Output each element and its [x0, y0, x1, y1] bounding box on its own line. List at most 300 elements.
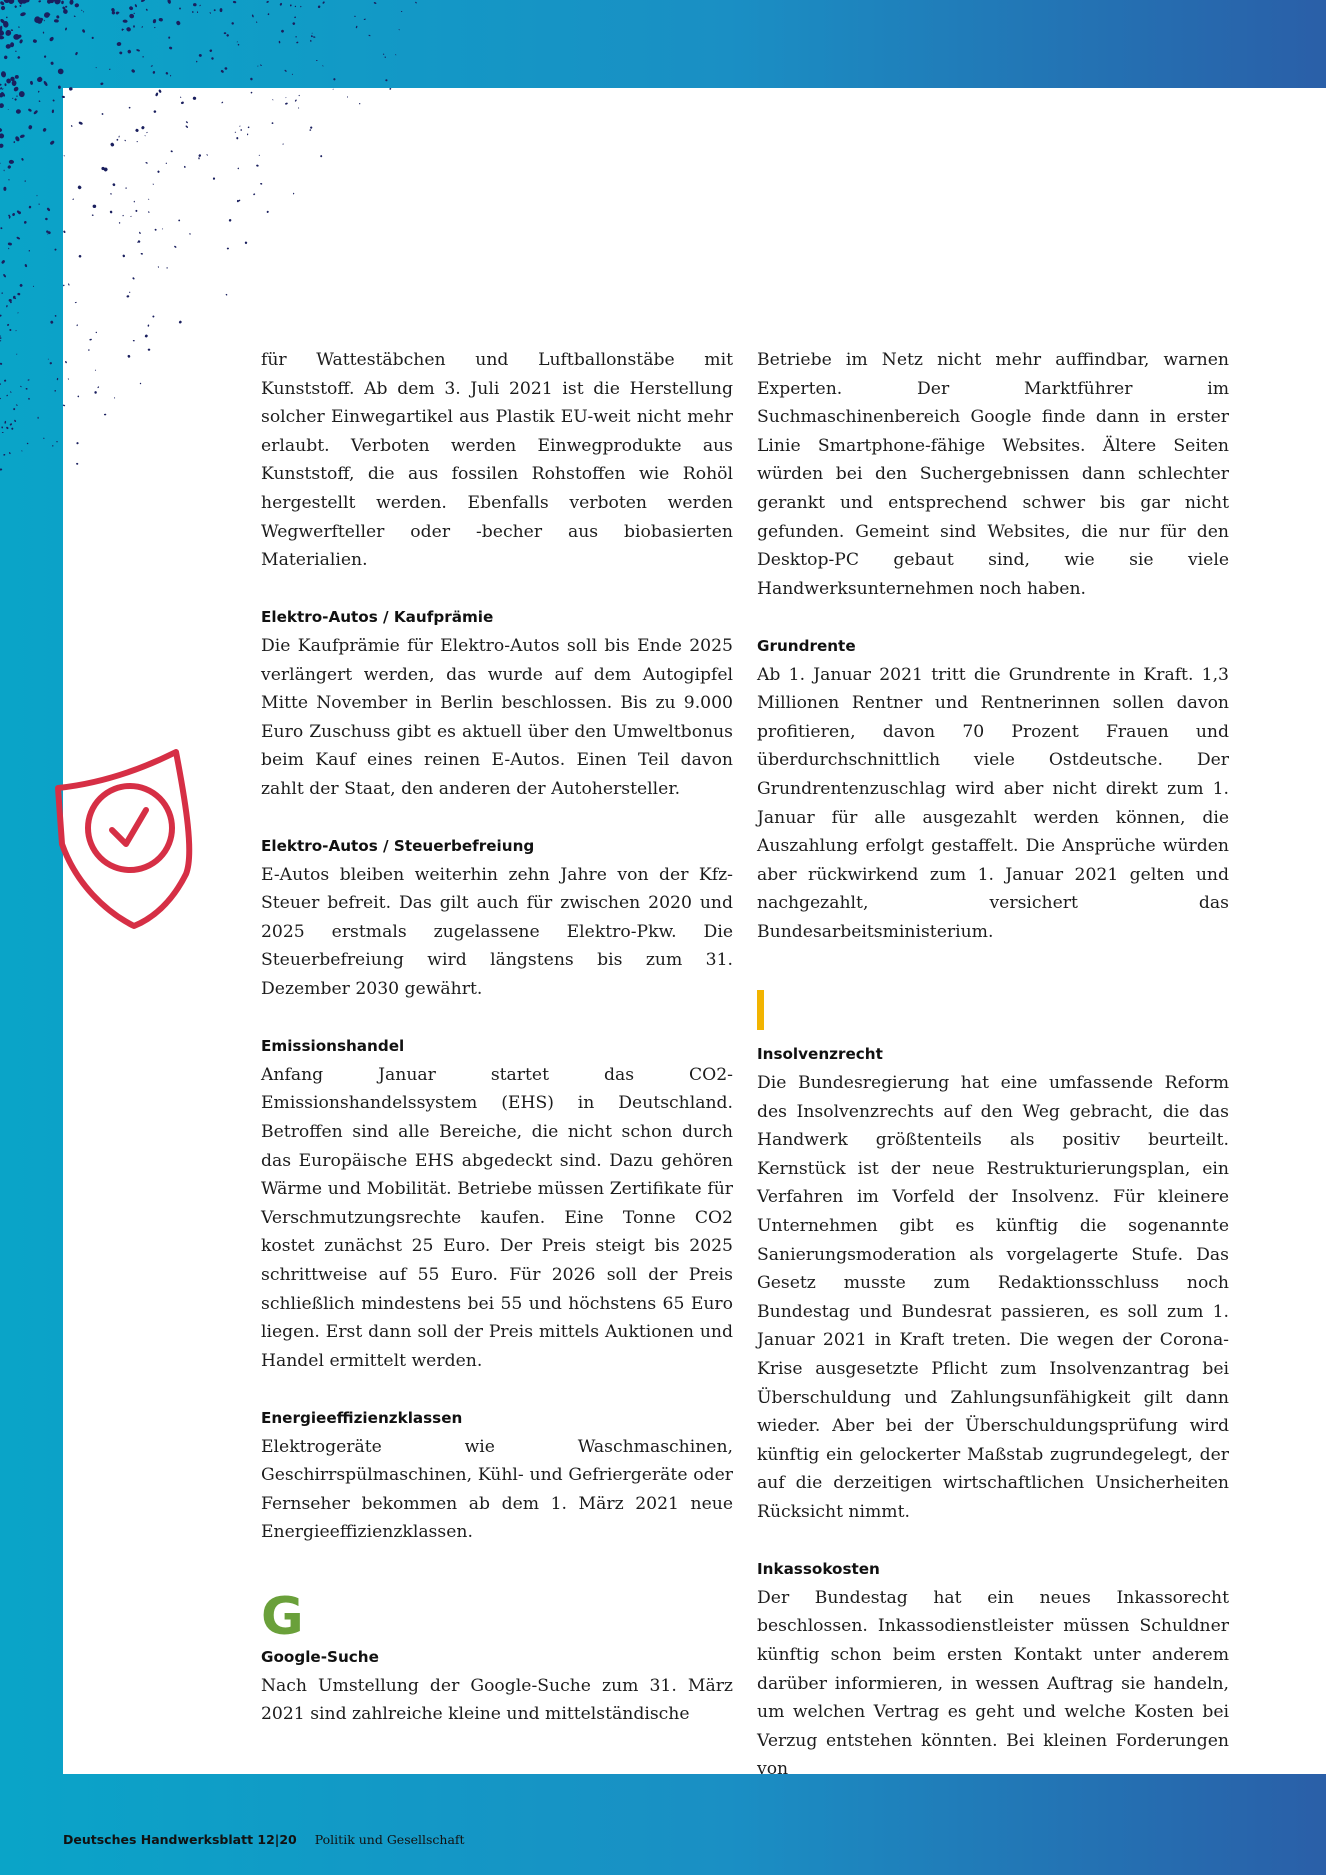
splatter-dot — [152, 315, 155, 318]
splatter-dot — [37, 195, 38, 196]
splatter-dot — [119, 222, 121, 224]
splatter-dot — [44, 55, 47, 58]
splatter-dot — [142, 56, 143, 58]
splatter-dot — [247, 126, 249, 128]
splatter-dot — [56, 441, 58, 442]
splatter-dot — [295, 99, 298, 102]
splatter-dot — [359, 103, 361, 105]
splatter-dot — [257, 65, 258, 66]
splatter-dot — [9, 329, 11, 331]
splatter-dot — [15, 51, 16, 52]
paragraph-insolvenzrecht: Die Bundesregierung hat eine umfassende Reform des Insolvenzrechts auf den Weg gebracht, die das Handwerk größtenteils als positiv beurteilt. Kernstück ist der neue Restrukturierungsplan, ein Verfahren im Vorfeld der Insolvenz. Für kleinere Unternehmen gibt es künftig die sogenannte Sanierungsmoderation als vorgelagerte Stufe. Das Gesetz musste zum Redaktionsschluss noch Bundestag und Bundesrat passieren, es soll zum 1. Januar 2021 in Kraft treten. Die wegen der Corona-Krise ausgesetzte Pflicht zum Insolvenzantrag bei Überschuldung und Zahlungsunfähigkeit gilt dann wieder. Aber bei der Überschuldungsprüfung wird künftig ein gelockerter Maßstab zugrundegelegt, der auf die derzeitigen wirtschaftlichen Unsicherheiten Rücksicht nimmt. — [757, 1073, 1229, 1522]
splatter-dot — [148, 199, 150, 200]
splatter-dot — [39, 203, 40, 205]
splatter-dot — [12, 98, 14, 99]
splatter-dot — [398, 29, 400, 30]
splatter-dot — [158, 266, 160, 268]
splatter-dot — [116, 41, 121, 46]
splatter-dot — [38, 91, 40, 93]
splatter-dot — [4, 421, 6, 424]
splatter-dot — [21, 158, 24, 161]
splatter-dot — [4, 55, 8, 59]
splatter-dot — [266, 210, 269, 213]
splatter-dot — [119, 51, 123, 55]
splatter-dot — [266, 1, 269, 4]
splatter-dot — [19, 134, 25, 139]
splatter-dot — [45, 218, 48, 221]
splatter-dot — [132, 277, 135, 280]
splatter-dot — [27, 379, 29, 381]
splatter-dot — [292, 22, 296, 26]
splatter-dot — [16, 236, 20, 240]
splatter-dot — [0, 314, 2, 317]
splatter-dot — [129, 107, 131, 109]
splatter-dot — [69, 87, 73, 91]
splatter-dot — [2, 432, 4, 433]
splatter-dot — [310, 126, 313, 129]
alphabet-letter-i — [757, 990, 764, 1030]
splatter-dot — [193, 96, 197, 100]
splatter-dot — [74, 15, 76, 17]
splatter-dot — [97, 386, 99, 388]
splatter-dot — [32, 39, 37, 44]
splatter-dot — [385, 79, 387, 81]
splatter-dot — [144, 135, 145, 136]
splatter-dot — [165, 72, 169, 75]
splatter-dot — [15, 75, 19, 79]
splatter-dot — [145, 8, 148, 11]
right-column — [757, 346, 1229, 1784]
splatter-dot — [14, 98, 17, 101]
splatter-dot — [244, 241, 247, 244]
heading-kaufpraemie: Elektro-Autos / Kaufprämie — [261, 608, 494, 627]
splatter-dot — [146, 132, 148, 134]
splatter-dot — [237, 41, 238, 42]
splatter-dot — [185, 125, 188, 128]
splatter-dot — [0, 337, 2, 339]
splatter-dot — [374, 2, 377, 5]
splatter-dot — [231, 22, 234, 25]
splatter-dot — [116, 139, 118, 141]
splatter-dot — [14, 419, 17, 422]
splatter-dot — [256, 164, 259, 166]
splatter-dot — [129, 292, 130, 293]
splatter-dot — [57, 378, 59, 381]
splatter-dot — [0, 128, 3, 133]
splatter-dot — [78, 121, 83, 125]
splatter-dot — [75, 52, 78, 56]
paragraph-kaufpraemie: Die Kaufprämie für Elektro-Autos soll bis Ende 2025 verlängert werden, das wurde auf dem Autogipfel Mitte November in Berlin beschlossen. Bis zu 9.000 Euro Zuschuss gibt es aktuell über den Umweltbonus beim Kauf eines reinen E-Autos. Einen Teil davon zahlt der Staat, den anderen der Autohersteller. — [261, 635, 733, 799]
heading-steuerbefreiung: Elektro-Autos / Steuerbefreiung — [261, 837, 535, 856]
splatter-dot — [148, 349, 151, 351]
left-column — [261, 346, 733, 1729]
splatter-dot — [76, 442, 78, 444]
splatter-dot — [180, 96, 181, 98]
splatter-dot — [0, 340, 1, 342]
splatter-dot — [28, 108, 32, 112]
splatter-dot — [122, 19, 127, 23]
splatter-dot — [179, 7, 182, 10]
splatter-dot — [56, 15, 60, 19]
splatter-dot — [110, 142, 115, 147]
splatter-dot — [166, 267, 167, 268]
splatter-dot — [53, 0, 62, 6]
splatter-dot — [122, 215, 124, 217]
splatter-dot — [318, 5, 321, 8]
splatter-dot — [221, 101, 223, 103]
splatter-dot — [141, 26, 143, 28]
splatter-dot — [100, 82, 104, 85]
splatter-dot — [0, 26, 2, 31]
splatter-dot — [27, 443, 29, 445]
splatter-dot — [168, 36, 170, 38]
splatter-dot — [54, 248, 57, 251]
splatter-dot — [65, 361, 68, 364]
splatter-dot — [220, 8, 223, 12]
splatter-dot — [28, 125, 33, 130]
splatter-dot — [42, 127, 47, 132]
splatter-dot — [0, 163, 1, 164]
splatter-dot — [33, 110, 38, 115]
splatter-dot — [211, 57, 214, 60]
splatter-dot — [6, 16, 8, 18]
splatter-dot — [52, 445, 53, 447]
splatter-dot — [209, 12, 211, 14]
splatter-dot — [25, 388, 27, 390]
splatter-dot — [290, 4, 292, 6]
splatter-dot — [9, 160, 14, 164]
splatter-dot — [198, 154, 201, 157]
splatter-dot — [92, 214, 94, 216]
splatter-dot — [21, 450, 22, 452]
splatter-dot — [13, 141, 15, 143]
splatter-dot — [11, 427, 14, 430]
splatter-dot — [76, 324, 78, 326]
splatter-dot — [141, 0, 146, 2]
splatter-dot — [226, 34, 229, 37]
splatter-dot — [282, 143, 284, 144]
splatter-dot — [129, 13, 135, 19]
splatter-dot — [133, 340, 135, 342]
splatter-dot — [0, 362, 3, 365]
splatter-dot — [3, 454, 5, 456]
splatter-dot — [206, 154, 208, 156]
splatter-dot — [43, 32, 45, 34]
splatter-dot — [81, 10, 83, 12]
splatter-dot — [0, 398, 1, 399]
splatter-dot — [136, 141, 137, 142]
splatter-dot — [154, 27, 156, 29]
splatter-dot — [101, 113, 103, 115]
splatter-dot — [147, 324, 149, 326]
splatter-dot — [13, 34, 19, 40]
splatter-dot — [322, 65, 324, 67]
splatter-dot — [158, 89, 162, 93]
splatter-dot — [74, 3, 79, 8]
splatter-dot — [154, 228, 157, 231]
splatter-dot — [29, 206, 32, 209]
splatter-dot — [355, 26, 357, 29]
splatter-dot — [0, 143, 4, 149]
splatter-dot — [0, 227, 2, 229]
splatter-dot — [65, 27, 68, 30]
splatter-dot — [186, 121, 189, 124]
splatter-dot — [114, 397, 115, 398]
splatter-dot — [415, 2, 417, 4]
splatter-dot — [0, 84, 2, 87]
splatter-dot — [1, 292, 3, 293]
splatter-dot — [312, 33, 313, 34]
splatter-dot — [169, 46, 173, 49]
splatter-dot — [58, 85, 61, 89]
splatter-dot — [54, 315, 56, 317]
page-footer — [63, 1832, 465, 1847]
splatter-dot — [95, 332, 97, 334]
splatter-dot — [78, 254, 82, 258]
splatter-dot — [4, 170, 5, 172]
splatter-dot — [30, 81, 34, 86]
splatter-dot — [109, 68, 111, 70]
splatter-dot — [193, 3, 197, 7]
splatter-dot — [224, 67, 227, 70]
splatter-dot — [166, 163, 167, 165]
splatter-dot — [310, 40, 312, 42]
splatter-dot — [298, 95, 300, 97]
paragraph-grundrente: Ab 1. Januar 2021 tritt die Grundrente in Kraft. 1,3 Millionen Rentner und Rentnerinnen sollen davon profitieren, davon 70 Prozent Frauen und überdurchschnittlich viele Ostdeutsche. Der Grundrentenzuschlag wird aber nicht direkt zum 1. Januar für alle ausgezahlt werden können, die Auszahlung erfolgt gestaffelt. Die Ansprüche würden aber rückwirkend zum 1. Januar 2021 gelten und nachgezahlt, versichert das Bundesarbeitsministerium. — [757, 664, 1229, 942]
splatter-dot — [7, 165, 12, 170]
splatter-dot — [63, 230, 66, 233]
splatter-dot — [19, 91, 25, 97]
splatter-dot — [279, 3, 282, 6]
splatter-dot — [126, 295, 129, 297]
splatter-dot — [24, 264, 27, 268]
splatter-dot — [239, 125, 241, 126]
paragraph-google-suche: Nach Umstellung der Google-Suche zum 31. März 2021 sind zahlreiche kleine und mittelständische — [261, 1675, 733, 1725]
splatter-dot — [118, 136, 119, 138]
splatter-dot — [252, 14, 254, 17]
splatter-dot — [17, 56, 21, 60]
splatter-dot — [9, 452, 11, 455]
splatter-dot — [52, 99, 55, 101]
splatter-dot — [167, 0, 172, 4]
splatter-dot — [88, 349, 90, 351]
splatter-dot — [50, 61, 54, 65]
alphabet-letter-g: G — [261, 1586, 304, 1647]
splatter-dot — [0, 29, 5, 37]
splatter-dot — [294, 16, 296, 18]
splatter-dot — [76, 463, 78, 465]
splatter-dot — [122, 254, 125, 257]
splatter-dot — [1, 259, 6, 264]
splatter-dot — [104, 414, 107, 416]
splatter-dot — [259, 155, 261, 157]
splatter-dot — [296, 41, 299, 43]
splatter-dot — [364, 18, 366, 20]
shield-check-icon — [36, 744, 206, 934]
splatter-dot — [145, 162, 148, 164]
splatter-dot — [298, 107, 299, 108]
splatter-dot — [11, 29, 14, 31]
splatter-dot — [33, 286, 34, 287]
splatter-dot — [278, 41, 280, 44]
splatter-dot — [284, 69, 287, 72]
splatter-dot — [176, 20, 181, 26]
splatter-dot — [140, 253, 143, 255]
splatter-dot — [124, 140, 126, 142]
splatter-dot — [192, 11, 194, 13]
splatter-dot — [224, 32, 227, 34]
splatter-dot — [133, 13, 135, 15]
splatter-dot — [13, 86, 20, 92]
splatter-dot — [94, 391, 96, 394]
splatter-dot — [91, 36, 94, 39]
splatter-dot — [68, 283, 70, 286]
paragraph-inkassokosten: Der Bundestag hat ein neues Inkassorecht beschlossen. Inkassodienstleister müssen Schuldner künftig schon beim ersten Kontakt unter anderem darüber informieren, in wessen Auftrag sie handeln, um welchen Vertrag es geht und welche Kosten bei Verzug entstehen könnten. Bei kleinen Forderungen von — [757, 1587, 1229, 1780]
splatter-dot — [111, 8, 115, 13]
splatter-dot — [49, 140, 55, 146]
splatter-dot — [0, 35, 4, 39]
paragraph-energieeffizienz: Elektrogeräte wie Waschmaschinen, Geschirrspülmaschinen, Kühl- und Gefriergeräte oder Fernseher bekommen ab dem 1. März 2021 neue Energieeffizienzklassen. — [261, 1436, 733, 1543]
splatter-dot — [155, 92, 159, 96]
splatter-dot — [131, 69, 136, 74]
splatter-dot — [320, 155, 323, 158]
splatter-dot — [133, 25, 135, 27]
splatter-dot — [253, 193, 256, 195]
splatter-dot — [65, 6, 67, 8]
splatter-dot — [16, 109, 22, 114]
splatter-dot — [71, 125, 73, 127]
splatter-dot — [170, 150, 173, 152]
splatter-dot — [213, 177, 216, 180]
splatter-dot — [63, 155, 65, 157]
splatter-dot — [170, 75, 172, 77]
splatter-dot — [227, 248, 229, 250]
splatter-dot — [6, 426, 9, 429]
splatter-dot — [20, 12, 27, 17]
splatter-dot — [126, 26, 132, 32]
heading-grundrente: Grundrente — [757, 636, 856, 655]
splatter-dot — [178, 219, 181, 222]
splatter-dot — [50, 320, 54, 324]
splatter-dot — [109, 210, 112, 213]
splatter-dot — [20, 386, 22, 388]
splatter-dot — [333, 89, 334, 90]
splatter-dot — [89, 339, 92, 341]
splatter-dot — [6, 305, 8, 308]
splatter-dot — [240, 129, 242, 131]
splatter-dot — [237, 167, 239, 169]
splatter-dot — [196, 61, 198, 63]
splatter-dot — [152, 19, 156, 24]
splatter-dot — [38, 0, 41, 3]
splatter-dot — [389, 88, 392, 90]
splatter-dot — [383, 54, 385, 55]
splatter-dot — [157, 170, 160, 173]
splatter-dot — [293, 193, 295, 195]
splatter-dot — [16, 95, 18, 97]
splatter-dot — [178, 320, 182, 324]
splatter-dot — [18, 26, 20, 28]
splatter-dot — [24, 180, 25, 181]
splatter-dot — [14, 136, 20, 143]
splatter-dot — [134, 4, 137, 8]
splatter-dot — [181, 101, 185, 104]
splatter-dot — [125, 187, 127, 189]
splatter-dot — [14, 5, 17, 8]
splatter-dot — [136, 49, 140, 52]
splatter-dot — [19, 283, 23, 287]
splatter-dot — [96, 67, 97, 68]
splatter-dot — [139, 232, 141, 235]
splatter-dot — [197, 11, 199, 13]
splatter-dot — [229, 219, 232, 222]
heading-inkassokosten: Inkassokosten — [757, 1560, 880, 1579]
splatter-dot — [184, 166, 186, 168]
splatter-dot — [16, 404, 18, 406]
splatter-dot — [141, 126, 145, 130]
splatter-dot — [28, 398, 30, 400]
splatter-dot — [77, 185, 82, 190]
splatter-dot — [7, 323, 10, 326]
splatter-dot — [57, 68, 65, 76]
splatter-dot — [82, 29, 86, 33]
paragraph-steuerbefreiung: E-Autos bleiben weiterhin zehn Jahre von der Kfz-Steuer befreit. Das gilt auch für zwischen 2020 und 2025 erstmals zugelassene Elektro-Pkw. Die Steuerbefreiung wird längstens bis zum 31. Dezember 2030 gewährt. — [261, 864, 733, 1000]
splatter-dot — [8, 109, 9, 110]
splatter-dot — [225, 294, 227, 296]
splatter-dot — [112, 183, 116, 187]
splatter-dot — [16, 353, 17, 354]
splatter-dot — [235, 132, 236, 133]
splatter-dot — [43, 80, 48, 86]
splatter-dot — [144, 334, 148, 338]
splatter-dot — [8, 248, 10, 250]
splatter-dot — [8, 242, 13, 245]
splatter-dot — [0, 71, 6, 78]
splatter-dot — [95, 369, 97, 371]
splatter-dot — [300, 6, 302, 8]
splatter-dot — [13, 408, 16, 411]
splatter-dot — [250, 91, 252, 93]
splatter-dot — [135, 210, 138, 213]
heading-google-suche: Google-Suche — [261, 1647, 379, 1666]
splatter-dot — [9, 423, 12, 426]
splatter-dot — [199, 5, 201, 7]
splatter-dot — [75, 302, 77, 304]
splatter-dot — [272, 122, 274, 124]
splatter-dot — [247, 133, 249, 135]
splatter-dot — [110, 193, 112, 195]
splatter-dot — [354, 16, 356, 17]
splatter-dot — [134, 201, 135, 203]
splatter-dot — [0, 335, 1, 336]
splatter-dot — [153, 71, 156, 74]
heading-insolvenzrecht: Insolvenzrecht — [757, 1045, 883, 1064]
splatter-dot — [10, 391, 12, 393]
splatter-dot — [37, 417, 38, 419]
splatter-dot — [148, 211, 150, 213]
splatter-dot — [54, 390, 56, 392]
intro-paragraph: für Wattestäbchen und Luftballonstäbe mit Kunststoff. Ab dem 3. Juli 2021 ist die Herstellung solcher Einwegartikel aus Plastik EU-weit nicht mehr erlaubt. Verboten werden Einwegprodukte aus Kunststoff, die aus fossilen Rohstoffen wie Rohöl hergestellt werden. Ebenfalls verboten werden Wegwerfteller oder -becher aus biobasierten Materialien. — [261, 350, 733, 571]
splatter-dot — [209, 49, 212, 52]
splatter-dot — [1, 426, 3, 428]
splatter-dot — [198, 157, 200, 159]
splatter-dot — [135, 128, 139, 132]
splatter-dot — [28, 250, 30, 252]
splatter-dot — [233, 1, 237, 4]
splatter-dot — [250, 78, 253, 81]
splatter-dot — [322, 1, 325, 4]
splatter-dot — [83, 11, 85, 13]
